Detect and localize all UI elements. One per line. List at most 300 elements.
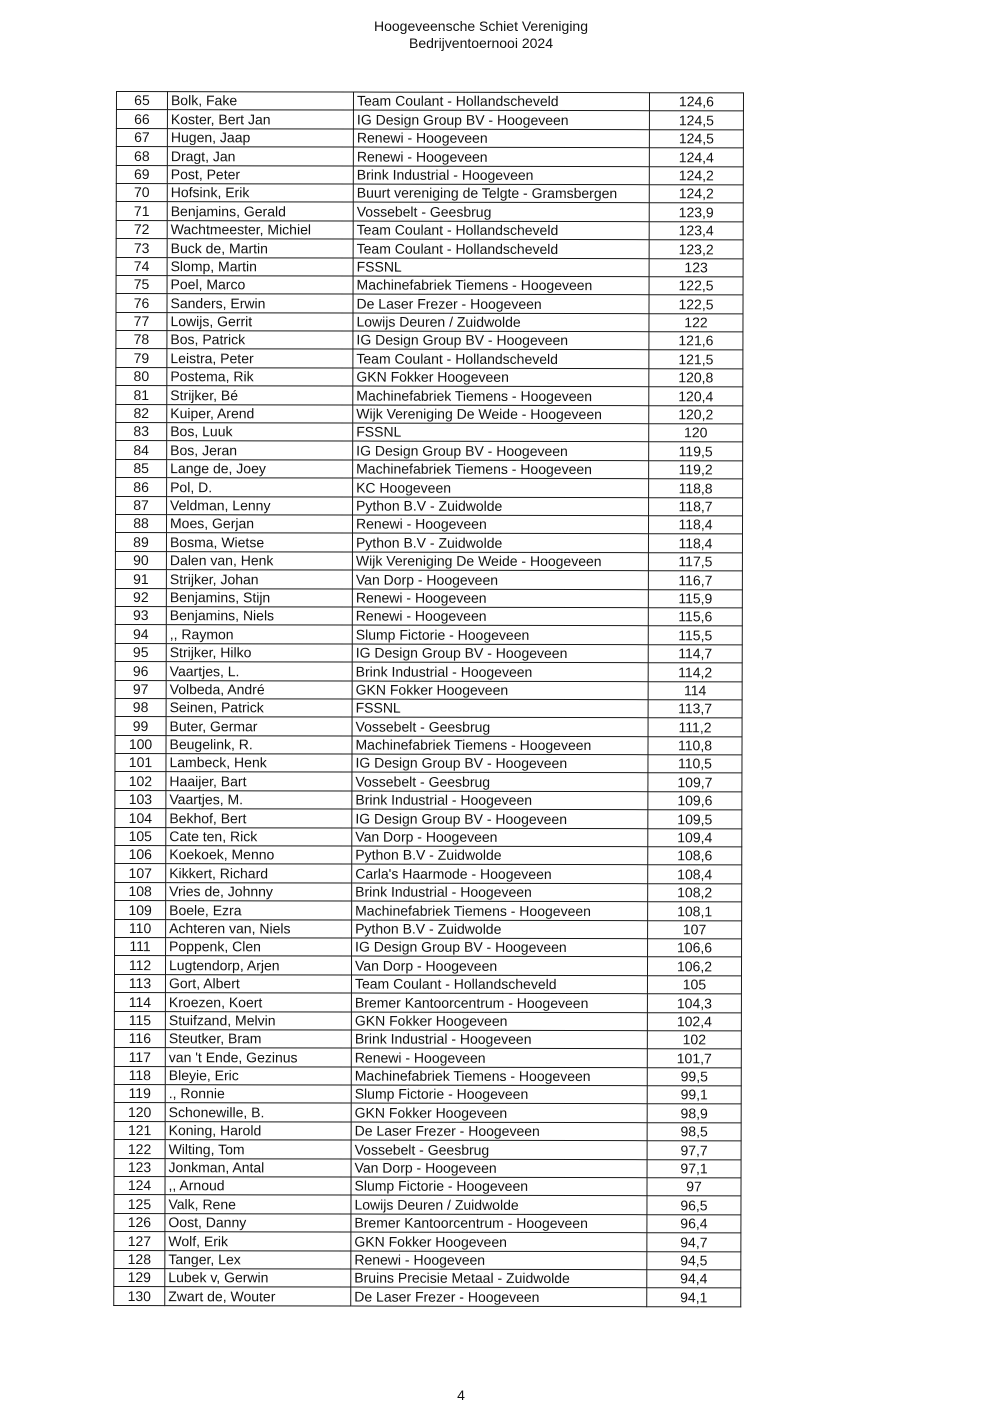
table-row [114, 1103, 741, 1123]
shooter-name-cell: Seinen, Patrick [166, 699, 352, 718]
table-row [116, 312, 743, 332]
team-cell: Van Dorp - Hoogeveen [351, 956, 647, 975]
table-row [115, 827, 742, 847]
table-row [115, 846, 742, 866]
table-row [116, 386, 743, 406]
shooter-name-cell: Bosma, Wietse [166, 533, 352, 552]
table-row [114, 1029, 741, 1049]
table-row [114, 1011, 741, 1031]
score-cell: 123,4 [649, 221, 743, 240]
team-cell: Machinefabriek Tiemens - Hoogeveen [353, 386, 649, 405]
shooter-name-cell: Post, Peter [167, 165, 353, 184]
rank-cell: 112 [114, 956, 165, 975]
rank-cell: 85 [116, 459, 167, 478]
team-cell: Wijk Vereniging De Weide - Hoogeveen [353, 405, 649, 424]
rank-cell: 125 [114, 1195, 165, 1214]
rank-cell: 100 [115, 735, 166, 754]
shooter-name-cell: ,, Raymon [166, 625, 352, 644]
shooter-name-cell: Moes, Gerjan [166, 515, 352, 534]
team-cell: Machinefabriek Tiemens - Hoogeveen [352, 901, 648, 920]
table-row [115, 514, 742, 534]
shooter-name-cell: Kroezen, Koert [165, 993, 351, 1012]
rank-cell: 102 [115, 772, 166, 791]
rank-cell: 120 [114, 1103, 165, 1122]
team-cell: Van Dorp - Hoogeveen [352, 828, 648, 847]
club-title: Hoogeveensche Schiet Vereniging [373, 18, 589, 34]
shooter-name-cell: Bos, Luuk [167, 423, 353, 442]
rank-cell: 75 [116, 275, 167, 294]
shooter-name-cell: Oost, Danny [165, 1213, 351, 1232]
shooter-name-cell: Bolk, Fake [167, 92, 353, 111]
score-cell: 109,6 [648, 792, 742, 811]
shooter-name-cell: Cate ten, Rick [166, 827, 352, 846]
score-cell: 124,5 [649, 111, 743, 130]
score-cell: 124,6 [649, 93, 743, 112]
team-cell: Renewi - Hoogeveen [352, 589, 648, 608]
score-cell: 119,2 [649, 461, 743, 480]
table-row [116, 423, 743, 443]
table-row [116, 147, 743, 167]
team-cell: De Laser Frezer - Hoogeveen [351, 1287, 647, 1306]
shooter-name-cell: Bleyie, Eric [165, 1066, 351, 1085]
score-cell: 97,7 [647, 1141, 741, 1160]
rank-cell: 86 [116, 478, 167, 497]
team-cell: Vossebelt - Geesbrug [352, 717, 648, 736]
shooter-name-cell: Beugelink, R. [166, 735, 352, 754]
rank-cell: 83 [116, 423, 167, 442]
score-cell: 108,6 [648, 847, 742, 866]
team-cell: Python B.V - Zuidwolde [353, 497, 649, 516]
rank-cell: 67 [116, 128, 167, 147]
shooter-name-cell: Strijker, Bé [167, 386, 353, 405]
shooter-name-cell: Gort, Albert [165, 974, 351, 993]
score-cell: 118,8 [649, 479, 743, 498]
rank-cell: 96 [115, 662, 166, 681]
rank-cell: 80 [116, 367, 167, 386]
table-row [114, 1213, 741, 1233]
table-row [115, 717, 742, 737]
team-cell: Machinefabriek Tiemens - Hoogeveen [353, 276, 649, 295]
score-cell: 123,9 [649, 203, 743, 222]
shooter-name-cell: Hugen, Jaap [167, 128, 353, 147]
shooter-name-cell: Poel, Marco [167, 276, 353, 295]
score-cell: 123 [649, 258, 743, 277]
team-cell: Team Coulant - Hollandscheveld [351, 975, 647, 994]
shooter-name-cell: Valk, Rene [165, 1195, 351, 1214]
team-cell: Brink Industrial - Hoogeveen [351, 1030, 647, 1049]
team-cell: Brink Industrial - Hoogeveen [352, 883, 648, 902]
rank-cell: 98 [115, 698, 166, 717]
table-row [115, 570, 742, 590]
rank-cell: 81 [116, 386, 167, 405]
score-cell: 120,2 [649, 405, 743, 424]
team-cell: Slump Fictorie - Hoogeveen [352, 625, 648, 644]
rank-cell: 110 [115, 919, 166, 938]
shooter-name-cell: Hofsink, Erik [167, 184, 353, 203]
rank-cell: 84 [116, 441, 167, 460]
score-cell: 124,5 [649, 129, 743, 148]
score-cell: 122,5 [649, 295, 743, 314]
table-row [115, 864, 742, 884]
rank-cell: 114 [114, 993, 165, 1012]
table-row [116, 496, 743, 516]
shooter-name-cell: Koekoek, Menno [166, 846, 352, 865]
rank-cell: 93 [115, 606, 166, 625]
table-row [115, 680, 742, 700]
table-row [116, 220, 743, 240]
page-number: 4 [457, 1387, 465, 1403]
score-cell: 124,2 [649, 166, 743, 185]
table-row [116, 92, 743, 112]
shooter-name-cell: Buter, Germar [166, 717, 352, 736]
table-row [114, 1250, 741, 1270]
score-cell: 120 [649, 424, 743, 443]
score-cell: 102 [647, 1031, 741, 1050]
rank-cell: 92 [115, 588, 166, 607]
shooter-name-cell: Benjamins, Stijn [166, 588, 352, 607]
team-cell: Renewi - Hoogeveen [353, 147, 649, 166]
score-cell: 114,2 [648, 663, 742, 682]
team-cell: Vossebelt - Geesbrug [352, 772, 648, 791]
team-cell: Van Dorp - Hoogeveen [352, 570, 648, 589]
team-cell: Bruins Precisie Metaal - Zuidwolde [351, 1269, 647, 1288]
rank-cell: 79 [116, 349, 167, 368]
score-cell: 99,5 [647, 1067, 741, 1086]
team-cell: Team Coulant - Hollandscheveld [353, 92, 649, 111]
team-cell: GKN Fokker Hoogeveen [351, 1232, 647, 1251]
rank-cell: 66 [116, 110, 167, 129]
rank-cell: 119 [114, 1085, 165, 1104]
table-row [116, 257, 743, 277]
table-row [116, 165, 743, 185]
team-cell: Brink Industrial - Hoogeveen [353, 166, 649, 185]
table-row [114, 1287, 741, 1307]
score-cell: 122 [649, 313, 743, 332]
score-cell: 96,4 [647, 1215, 741, 1234]
score-cell: 110,5 [648, 755, 742, 774]
score-cell: 114 [648, 681, 742, 700]
rank-cell: 94 [115, 625, 166, 644]
table-row [114, 1048, 741, 1068]
event-title: Bedrijventoernooi 2024 [409, 35, 553, 51]
shooter-name-cell: Benjamins, Niels [166, 607, 352, 626]
shooter-name-cell: Dragt, Jan [167, 147, 353, 166]
table-row [116, 128, 743, 148]
table-row [115, 698, 742, 718]
team-cell: KC Hoogeveen [353, 478, 649, 497]
team-cell: Machinefabriek Tiemens - Hoogeveen [351, 1067, 647, 1086]
rank-cell: 117 [114, 1048, 165, 1067]
score-cell: 94,5 [647, 1251, 741, 1270]
shooter-name-cell: Stuifzand, Melvin [165, 1011, 351, 1030]
team-cell: FSSNL [353, 258, 649, 277]
rank-cell: 109 [115, 901, 166, 920]
team-cell: Renewi - Hoogeveen [353, 129, 649, 148]
shooter-name-cell: Veldman, Lenny [167, 496, 353, 515]
rank-cell: 77 [116, 312, 167, 331]
score-cell: 119,5 [649, 442, 743, 461]
shooter-name-cell: Leistra, Peter [167, 349, 353, 368]
results-table-body [114, 92, 744, 1307]
rank-cell: 87 [116, 496, 167, 515]
rank-cell: 95 [115, 643, 166, 662]
team-cell: Bremer Kantoorcentrum - Hoogeveen [351, 993, 647, 1012]
table-row [114, 956, 741, 976]
team-cell: Van Dorp - Hoogeveen [351, 1159, 647, 1178]
table-row [115, 588, 742, 608]
score-cell: 98,9 [647, 1104, 741, 1123]
rank-cell: 72 [116, 220, 167, 239]
table-row [115, 937, 742, 957]
score-cell: 97,1 [647, 1159, 741, 1178]
team-cell: Buurt vereniging de Telgte - Gramsbergen [353, 184, 649, 203]
score-cell: 105 [647, 975, 741, 994]
score-cell: 118,4 [648, 516, 742, 535]
team-cell: De Laser Frezer - Hoogeveen [353, 294, 649, 313]
shooter-name-cell: Vaartjes, L. [166, 662, 352, 681]
score-cell: 123,2 [649, 240, 743, 259]
rank-cell: 123 [114, 1158, 165, 1177]
shooter-name-cell: Vries de, Johnny [166, 882, 352, 901]
score-cell: 124,4 [649, 148, 743, 167]
shooter-name-cell: Pol, D. [167, 478, 353, 497]
team-cell: Python B.V - Zuidwolde [352, 533, 648, 552]
team-cell: IG Design Group BV - Hoogeveen [352, 644, 648, 663]
shooter-name-cell: ,, Arnoud [165, 1177, 351, 1196]
table-row [115, 790, 742, 810]
rank-cell: 89 [115, 533, 166, 552]
rank-cell: 82 [116, 404, 167, 423]
table-row [115, 882, 742, 902]
shooter-name-cell: Lange de, Joey [167, 459, 353, 478]
team-cell: Brink Industrial - Hoogeveen [352, 791, 648, 810]
shooter-name-cell: Wilting, Tom [165, 1140, 351, 1159]
shooter-name-cell: Bos, Jeran [167, 441, 353, 460]
score-cell: 115,9 [648, 589, 742, 608]
score-cell: 109,4 [648, 828, 742, 847]
score-cell: 114,7 [648, 644, 742, 663]
team-cell: GKN Fokker Hoogeveen [352, 681, 648, 700]
team-cell: Renewi - Hoogeveen [352, 515, 648, 534]
table-row [116, 478, 743, 498]
rank-cell: 71 [116, 202, 167, 221]
team-cell: Carla's Haarmode - Hoogeveen [352, 864, 648, 883]
table-row [116, 459, 743, 479]
shooter-name-cell: Lubek v, Gerwin [165, 1269, 351, 1288]
score-cell: 96,5 [647, 1196, 741, 1215]
rank-cell: 118 [114, 1066, 165, 1085]
table-row [116, 349, 743, 369]
table-row [114, 1140, 741, 1160]
rank-cell: 68 [116, 147, 167, 166]
score-cell: 102,4 [647, 1012, 741, 1031]
score-cell: 121,6 [649, 332, 743, 351]
shooter-name-cell: Wachtmeester, Michiel [167, 220, 353, 239]
team-cell: IG Design Group BV - Hoogeveen [353, 331, 649, 350]
shooter-name-cell: Lambeck, Henk [166, 754, 352, 773]
table-row [115, 735, 742, 755]
results-table [113, 91, 744, 1307]
rank-cell: 70 [116, 183, 167, 202]
shooter-name-cell: Volbeda, André [166, 680, 352, 699]
team-cell: IG Design Group BV - Hoogeveen [353, 110, 649, 129]
team-cell: GKN Fokker Hoogeveen [351, 1104, 647, 1123]
rank-cell: 128 [114, 1250, 165, 1269]
table-row [114, 974, 741, 994]
table-row [114, 993, 741, 1013]
table-row [116, 441, 743, 461]
shooter-name-cell: Steutker, Bram [165, 1030, 351, 1049]
rank-cell: 126 [114, 1213, 165, 1232]
rank-cell: 99 [115, 717, 166, 736]
shooter-name-cell: Slomp, Martin [167, 257, 353, 276]
score-cell: 118,4 [648, 534, 742, 553]
team-cell: Team Coulant - Hollandscheveld [353, 221, 649, 240]
shooter-name-cell: Tanger, Lex [165, 1250, 351, 1269]
table-row [116, 183, 743, 203]
team-cell: Machinefabriek Tiemens - Hoogeveen [352, 736, 648, 755]
shooter-name-cell: Strijker, Hilko [166, 643, 352, 662]
rank-cell: 65 [116, 92, 167, 111]
table-row [114, 1268, 741, 1288]
rank-cell: 106 [115, 846, 166, 865]
shooter-name-cell: Poppenk, Clen [166, 938, 352, 957]
rank-cell: 121 [114, 1121, 165, 1140]
rank-cell: 78 [116, 331, 167, 350]
table-row [116, 404, 743, 424]
table-row [114, 1066, 741, 1086]
rank-cell: 116 [114, 1029, 165, 1048]
rank-cell: 69 [116, 165, 167, 184]
score-cell: 108,2 [648, 884, 742, 903]
shooter-name-cell: Koning, Harold [165, 1121, 351, 1140]
shooter-name-cell: Lowijs, Gerrit [167, 312, 353, 331]
score-cell: 110,8 [648, 736, 742, 755]
team-cell: Wijk Vereniging De Weide - Hoogeveen [352, 552, 648, 571]
shooter-name-cell: Koster, Bert Jan [167, 110, 353, 129]
rank-cell: 113 [114, 974, 165, 993]
rank-cell: 97 [115, 680, 166, 699]
table-row [115, 551, 742, 571]
score-cell: 115,6 [648, 608, 742, 627]
table-row [115, 919, 742, 939]
team-cell: Slump Fictorie - Hoogeveen [351, 1085, 647, 1104]
team-cell: Python B.V - Zuidwolde [352, 920, 648, 939]
table-row [114, 1177, 741, 1197]
rank-cell: 124 [114, 1177, 165, 1196]
shooter-name-cell: Kikkert, Richard [166, 864, 352, 883]
team-cell: IG Design Group BV - Hoogeveen [352, 809, 648, 828]
rank-cell: 104 [115, 809, 166, 828]
table-row [115, 625, 742, 645]
table-row [114, 1158, 741, 1178]
rank-cell: 73 [116, 239, 167, 258]
team-cell: GKN Fokker Hoogeveen [351, 1012, 647, 1031]
team-cell: Brink Industrial - Hoogeveen [352, 662, 648, 681]
team-cell: FSSNL [353, 423, 649, 442]
score-cell: 108,4 [648, 865, 742, 884]
rank-cell: 127 [114, 1232, 165, 1251]
shooter-name-cell: van 't Ende, Gezinus [165, 1048, 351, 1067]
score-cell: 107 [648, 920, 742, 939]
shooter-name-cell: Zwart de, Wouter [165, 1287, 351, 1306]
score-cell: 94,7 [647, 1233, 741, 1252]
table-row [116, 367, 743, 387]
team-cell: Team Coulant - Hollandscheveld [353, 350, 649, 369]
team-cell: IG Design Group BV - Hoogeveen [353, 441, 649, 460]
team-cell: De Laser Frezer - Hoogeveen [351, 1122, 647, 1141]
table-row [115, 643, 742, 663]
rank-cell: 90 [115, 551, 166, 570]
rank-cell: 129 [114, 1268, 165, 1287]
rank-cell: 101 [115, 754, 166, 773]
score-cell: 113,7 [648, 700, 742, 719]
rank-cell: 111 [115, 937, 166, 956]
score-cell: 97 [647, 1178, 741, 1197]
team-cell: Vossebelt - Geesbrug [351, 1140, 647, 1159]
shooter-name-cell: Vaartjes, M. [166, 790, 352, 809]
team-cell: Renewi - Hoogeveen [352, 607, 648, 626]
team-cell: IG Design Group BV - Hoogeveen [352, 754, 648, 773]
score-cell: 109,5 [648, 810, 742, 829]
shooter-name-cell: Lugtendorp, Arjen [165, 956, 351, 975]
score-cell: 106,6 [648, 939, 742, 958]
table-row [115, 754, 742, 774]
team-cell: Python B.V - Zuidwolde [352, 846, 648, 865]
score-cell: 115,5 [648, 626, 742, 645]
score-cell: 106,2 [647, 957, 741, 976]
score-cell: 124,2 [649, 185, 743, 204]
shooter-name-cell: Benjamins, Gerald [167, 202, 353, 221]
score-cell: 111,2 [648, 718, 742, 737]
team-cell: Bremer Kantoorcentrum - Hoogeveen [351, 1214, 647, 1233]
table-row [115, 533, 742, 553]
score-cell: 108,1 [648, 902, 742, 921]
rank-cell: 107 [115, 864, 166, 883]
team-cell: IG Design Group BV - Hoogeveen [352, 938, 648, 957]
team-cell: Lowijs Deuren / Zuidwolde [353, 313, 649, 332]
team-cell: Machinefabriek Tiemens - Hoogeveen [353, 460, 649, 479]
shooter-name-cell: ., Ronnie [165, 1085, 351, 1104]
table-row [114, 1085, 741, 1105]
table-row [115, 809, 742, 829]
team-cell: GKN Fokker Hoogeveen [353, 368, 649, 387]
rank-cell: 122 [114, 1140, 165, 1159]
table-row [116, 331, 743, 351]
team-cell: Team Coulant - Hollandscheveld [353, 239, 649, 258]
table-row [115, 772, 742, 792]
shooter-name-cell: Dalen van, Henk [166, 551, 352, 570]
rank-cell: 103 [115, 790, 166, 809]
score-cell: 120,4 [649, 387, 743, 406]
table-row [115, 662, 742, 682]
shooter-name-cell: Achteren van, Niels [166, 919, 352, 938]
shooter-name-cell: Sanders, Erwin [167, 294, 353, 313]
table-row [116, 239, 743, 259]
table-row [116, 110, 743, 130]
table-row [115, 606, 742, 626]
score-cell: 117,5 [648, 552, 742, 571]
score-cell: 118,7 [649, 497, 743, 516]
rank-cell: 108 [115, 882, 166, 901]
shooter-name-cell: Haaijer, Bart [166, 772, 352, 791]
team-cell: Vossebelt - Geesbrug [353, 202, 649, 221]
team-cell: Renewi - Hoogeveen [351, 1251, 647, 1270]
score-cell: 99,1 [647, 1086, 741, 1105]
score-cell: 94,4 [647, 1270, 741, 1289]
rank-cell: 74 [116, 257, 167, 276]
rank-cell: 88 [115, 514, 166, 533]
